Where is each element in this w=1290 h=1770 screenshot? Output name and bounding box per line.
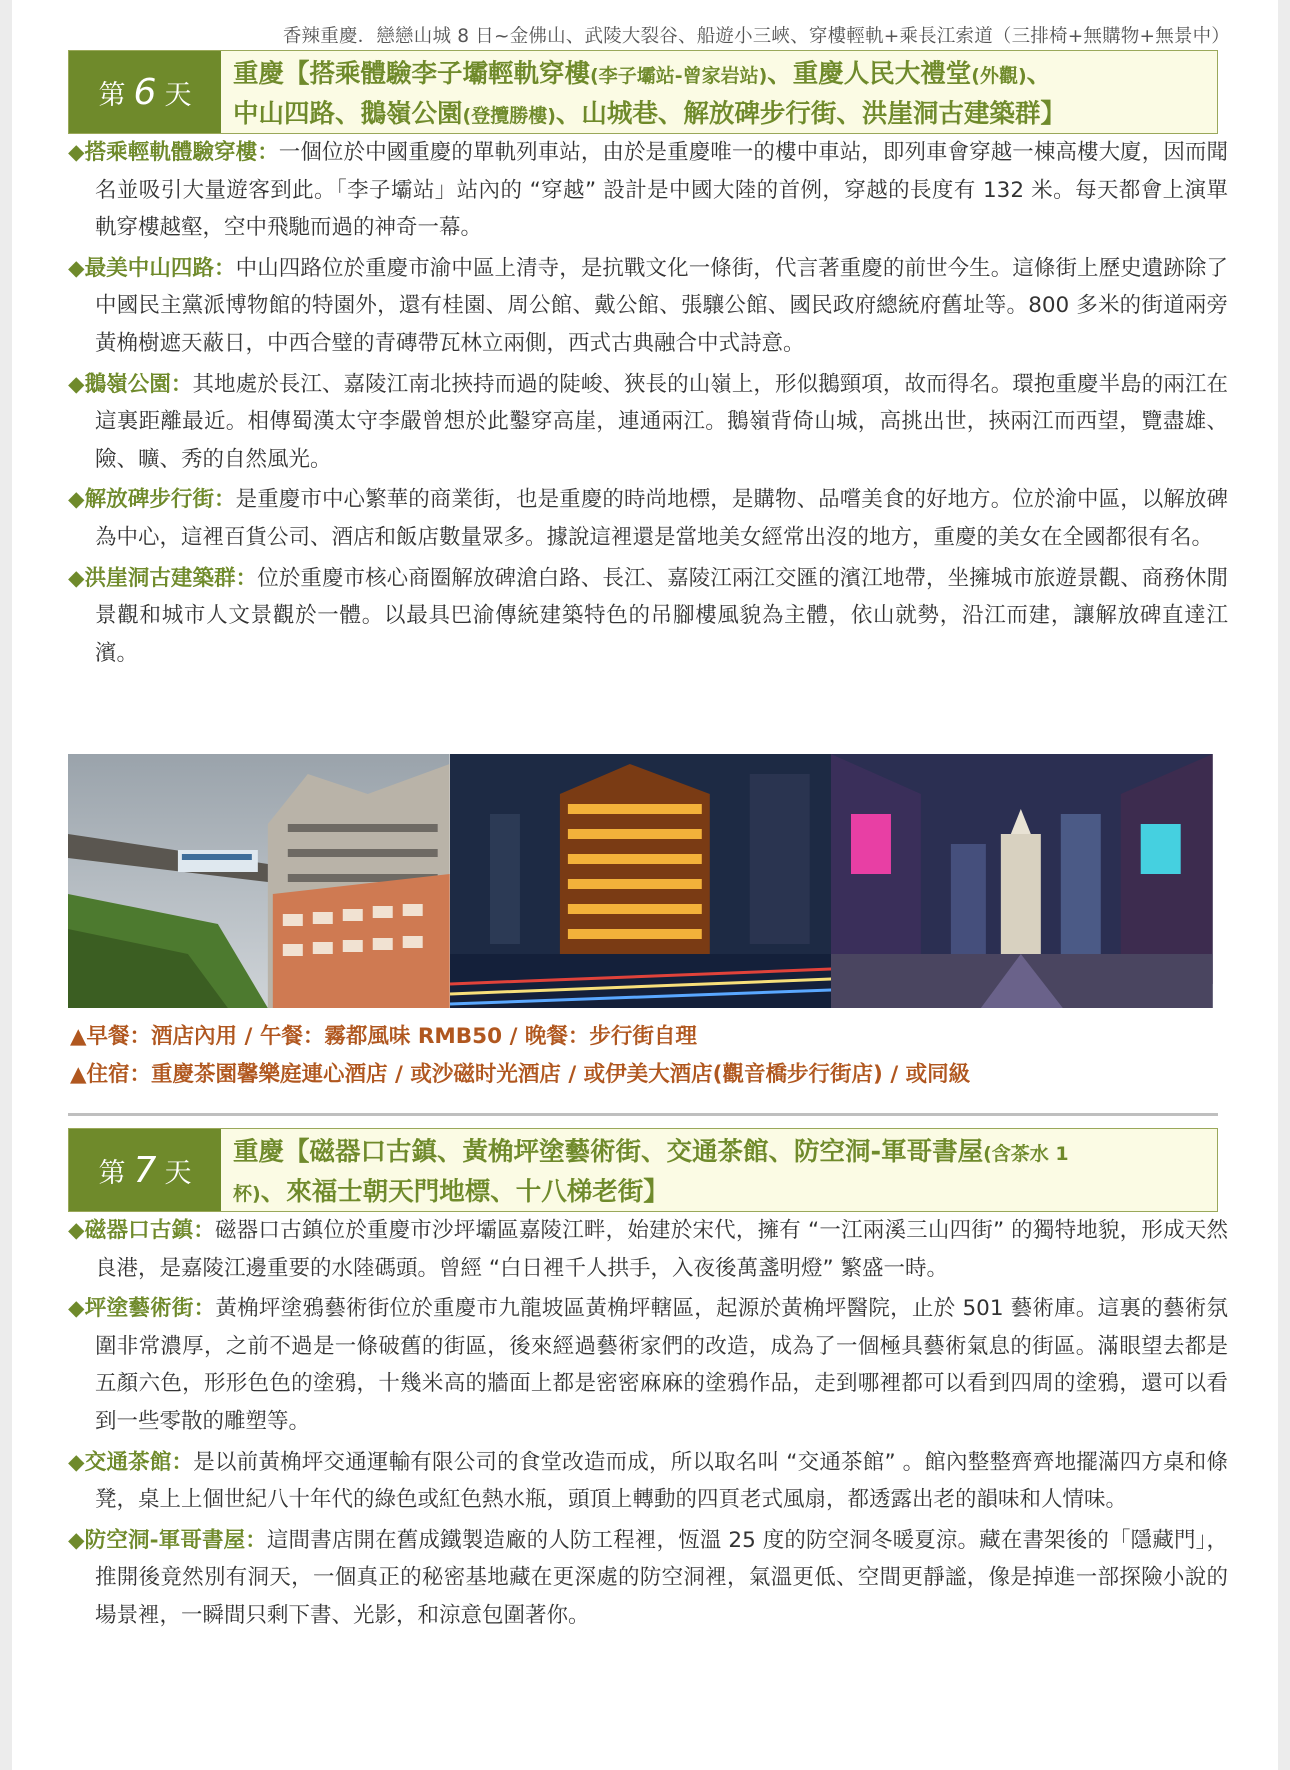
attraction-item (68, 1444, 1228, 1519)
day-number: 7 (133, 1149, 157, 1191)
hongyadong-night-photo (450, 754, 832, 1008)
title-text: 、重慶人民大禮堂 (767, 59, 972, 89)
attraction-title: ◆鵝嶺公園： (68, 371, 193, 397)
attraction-item (68, 1522, 1228, 1635)
title-note: (外觀) (971, 65, 1027, 87)
attraction-desc: 是重慶市中心繁華的商業街，也是重慶的時尚地標，是購物、品嚐美食的好地方。位於渝中區，以解放碑為中心，這裡百貨公司、酒店和飯店數量眾多。據說這裡還是當地美女經常出沒的地方，重慶的美女在全國都很有名。 (95, 487, 1228, 550)
day7-badge (69, 1129, 221, 1211)
meals-info: ▲早餐：酒店內用 / 午餐：霧都風味 RMB50 / 晚餐：步行街自理 (70, 1024, 697, 1049)
attraction-item (68, 366, 1228, 479)
attraction-desc: 黃桷坪塗鴉藝術街位於重慶市九龍坡區黃桷坪轄區，起源於黃桷坪醫院，止於 501 藝術庫。這裏的藝術氛圍非常濃厚，之前不過是一條破舊的街區，後來經過藝術家們的改造，成為了一個極具藝術氣息的街區。滿眼望去都是五顏六色，形形色色的塗鴉，十幾米高的牆面上都是密密麻麻的塗鴉作品，走到哪裡都可以看到四周的塗鴉，還可以看到一些零散的雕塑等。 (95, 1296, 1228, 1434)
attraction-item (68, 1212, 1228, 1287)
section-divider (68, 1113, 1218, 1116)
attraction-desc: 磁器口古鎮位於重慶市沙坪壩區嘉陵江畔，始建於宋代，擁有 “一江兩溪三山四街” 的獨特地貌，形成天然良港，是嘉陵江邊重要的水陸碼頭。曾經 “白日裡千人拱手，入夜後萬盞明燈” 繁盛一時。 (95, 1218, 1228, 1281)
attraction-item (68, 1290, 1228, 1440)
day6-meals-lodging (70, 1018, 970, 1094)
lodging-info: ▲住宿：重慶茶園馨樂庭連心酒店 / 或沙磁时光酒店 / 或伊美大酒店(觀音橋步行街店) / 或同級 (70, 1062, 971, 1087)
attraction-item (68, 250, 1228, 363)
title-text: 中山四路、鵝嶺公園 (233, 99, 463, 129)
title-text: 重慶【搭乘體驗李子壩輕軌穿樓 (233, 59, 591, 89)
day7-header (68, 1128, 1218, 1212)
day6-title (221, 51, 1217, 133)
title-text: 、來福士朝天門地標、十八梯老街】 (260, 1177, 669, 1207)
monorail-through-building-photo (68, 754, 450, 1008)
attraction-title: ◆坪塗藝術街： (68, 1296, 216, 1322)
attraction-item (68, 481, 1228, 556)
attraction-title: ◆防空洞-軍哥書屋： (68, 1527, 267, 1553)
itinerary-page (12, 0, 1278, 1770)
title-note: (含茶水 1 (983, 1143, 1069, 1165)
title-note: 杯) (233, 1183, 261, 1205)
day7-attractions (68, 1212, 1228, 1638)
day-suffix: 天 (164, 79, 192, 111)
jiefangbei-night-photo (831, 754, 1213, 1008)
attraction-desc: 中山四路位於重慶市渝中區上清寺，是抗戰文化一條街，代言著重慶的前世今生。這條街上歷史遺跡除了中國民主黨派博物館的特園外，還有桂園、周公館、戴公館、張驤公館、國民政府總統府舊址等。800 多米的街道兩旁黃桷樹遮天蔽日，中西合璧的青磚帶瓦林立兩側，西式古典融合中式詩意。 (95, 255, 1228, 356)
day-prefix: 第 (98, 1157, 126, 1189)
attraction-title: ◆解放碑步行街： (68, 487, 236, 513)
title-note: (登攬勝樓) (462, 105, 556, 127)
day6-attractions (68, 134, 1228, 675)
attraction-desc: 一個位於中國重慶的單軌列車站，由於是重慶唯一的樓中車站，即列車會穿越一棟高樓大廈，因而聞名並吸引大量遊客到此。「李子壩站」站內的 “穿越” 設計是中國大陸的首例，穿越的長度有 132 米。每天都會上演單軌穿樓越壑，空中飛馳而過的神奇一幕。 (95, 140, 1228, 241)
title-text: 重慶【磁器口古鎮、黃桷坪塗藝術街、交通茶館、防空洞-軍哥書屋 (233, 1137, 984, 1167)
day-suffix: 天 (164, 1157, 192, 1189)
day7-title (221, 1129, 1217, 1211)
attraction-title: ◆磁器口古鎮： (68, 1218, 215, 1243)
day6-photo-strip (68, 754, 1213, 1008)
day6-badge (69, 51, 221, 133)
attraction-desc: 位於重慶市核心商圈解放碑滄白路、長江、嘉陵江兩江交匯的濱江地帶，坐擁城市旅遊景觀、商務休閒景觀和城市人文景觀於一體。以最具巴渝傳統建築特色的吊腳樓風貌為主體，依山就勢，沿江而建，讓解放碑直達江濱。 (95, 565, 1228, 666)
title-note: (李子壩站-曾家岩站) (590, 65, 768, 87)
attraction-title: ◆洪崖洞古建築群： (68, 565, 258, 591)
attraction-desc: 這間書店開在舊成鐵製造廠的人防工程裡，恆溫 25 度的防空洞冬暖夏涼。藏在書架後的「隱藏門」，推開後竟然別有洞天，一個真正的秘密基地藏在更深處的防空洞裡，氣溫更低、空間更靜謐，像是掉進一部探險小說的場景裡，一瞬間只剩下書、光影，和涼意包圍著你。 (95, 1527, 1229, 1628)
attraction-title: ◆交通茶館： (68, 1449, 194, 1475)
attraction-item (68, 560, 1228, 673)
attraction-item (68, 134, 1228, 247)
attraction-title: ◆搭乘輕軌體驗穿樓： (68, 140, 279, 165)
tour-header-line: 香辣重慶．戀戀山城 8 日~金佛山、武陵大裂谷、船遊小三峽、穿樓輕軌+乘長江索道（三排椅+無購物+無景中） (282, 26, 1230, 47)
title-text: 、山城巷、解放碑步行街、洪崖洞古建築群】 (555, 99, 1066, 129)
attraction-desc: 其地處於長江、嘉陵江南北挾持而過的陡峻、狹長的山嶺上，形似鵝頸項，故而得名。環抱重慶半島的兩江在這裏距離最近。相傳蜀漢太守李嚴曾想於此鑿穿高崖，連通兩江。鵝嶺背倚山城，高挑出世，挾兩江而西望，覽盡雄、險、曠、秀的自然風光。 (95, 371, 1228, 472)
attraction-desc: 是以前黃桷坪交通運輸有限公司的食堂改造而成，所以取名叫 “交通茶館” 。館內整整齊齊地擺滿四方桌和條凳，桌上上個世紀八十年代的綠色或紅色熱水瓶，頭頂上轉動的四頁老式風扇，都透露出老的韻味和人情味。 (95, 1449, 1228, 1513)
attraction-title: ◆最美中山四路： (68, 255, 236, 281)
day-prefix: 第 (98, 79, 126, 111)
day6-header (68, 50, 1218, 134)
title-text: 、 (1026, 59, 1053, 89)
day-number: 6 (133, 71, 157, 113)
